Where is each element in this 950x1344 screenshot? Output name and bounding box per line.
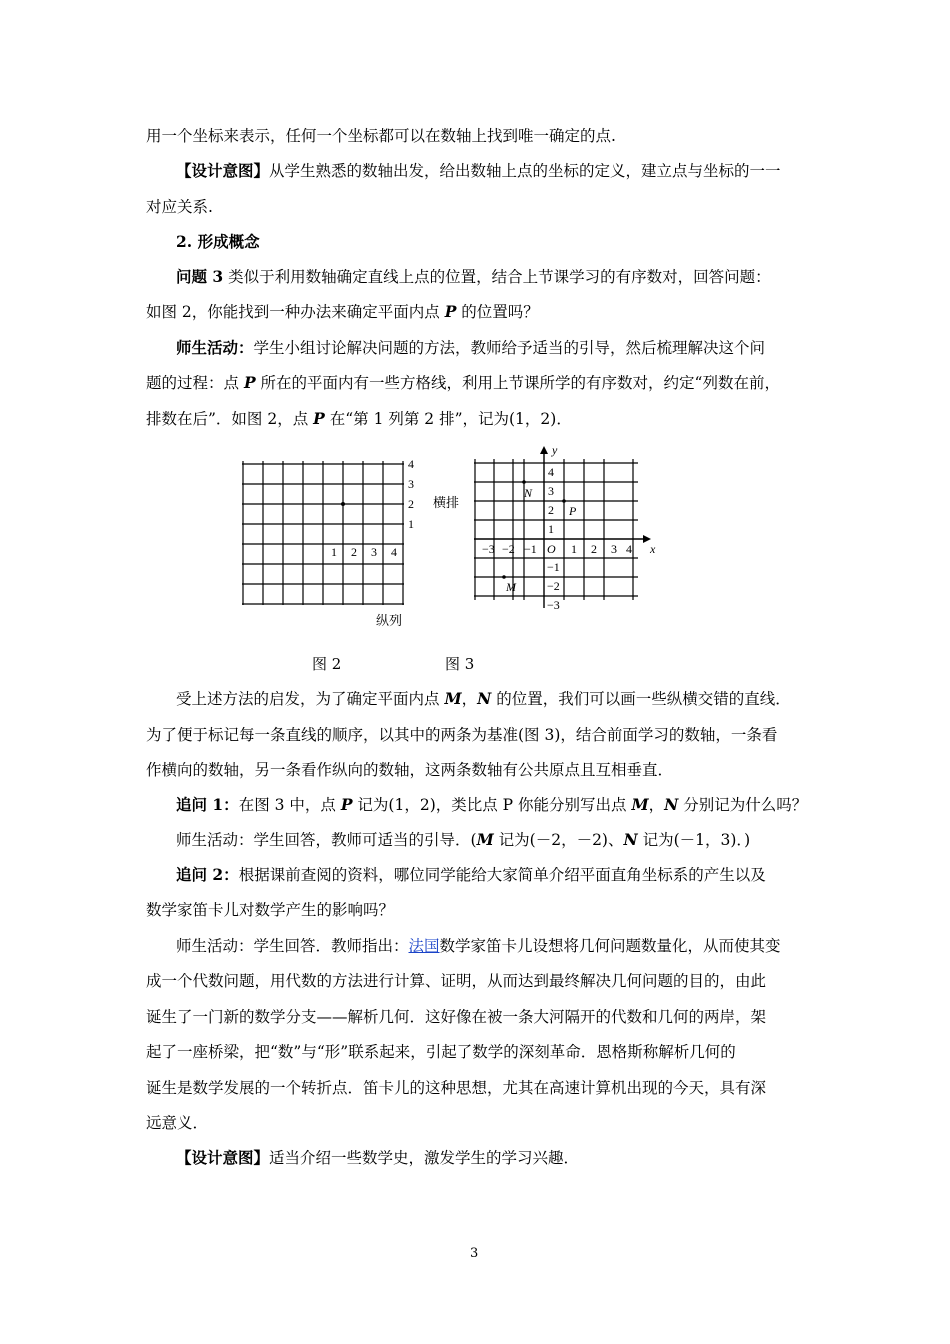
design-intent-label-2: 【设计意图】 xyxy=(176,1148,270,1167)
design-intent-1: 【设计意图】从学生熟悉的数轴出发，给出数轴上点的坐标的定义，建立点与坐标的一一 xyxy=(176,161,781,180)
fig3-point-m xyxy=(502,575,506,579)
question-3: 问题 3 类似于利用数轴确定直线上点的位置，结合上节课学习的有序数对，回答问题： xyxy=(176,267,771,286)
fig3-y-tick-neg3: −3 xyxy=(547,598,560,612)
fig3-x-tick-neg3: −3 xyxy=(482,542,495,556)
fig3-x-axis-label: x xyxy=(650,542,656,556)
figure-3-coordinate-plane xyxy=(468,445,668,615)
design-intent-label: 【设计意图】 xyxy=(176,161,270,180)
fig2-x-tick-1: 1 xyxy=(331,545,337,559)
text-line-17: 师生活动：学生回答．教师指出：法国数学家笛卡儿设想将几何问题数量化，从而使其变 xyxy=(176,937,781,955)
text-line-20: 起了一座桥梁，把“数”与“形”联系起来，引起了数学的深刻革命．恩格斯称解析几何的 xyxy=(146,1043,736,1061)
text-line-12: 作横向的数轴，另一条看作纵向的数轴，这两条数轴有公共原点且互相垂直． xyxy=(146,761,674,779)
fig3-x-tick-1: 1 xyxy=(571,542,577,556)
follow-up-1: 追问 1：在图 3 中，点 P 记为(1，2)，类比点 P 你能分别写出点 M，N 分别记为什么吗？ xyxy=(176,795,808,814)
text-line-21: 诞生是数学发展的一个转折点．笛卡儿的这种思想，尤其在高速计算机出现的今天，具有深 xyxy=(146,1079,767,1097)
text-line-1: 用一个坐标来表示，任何一个坐标都可以在数轴上找到唯一确定的点. xyxy=(146,127,616,145)
fig3-point-p-label: P xyxy=(569,504,577,518)
figure-3-caption: 图 3 xyxy=(445,655,475,673)
fig3-y-tick-4: 4 xyxy=(548,465,554,479)
fig3-y-tick-1: 1 xyxy=(548,522,554,536)
figure-2-caption: 图 2 xyxy=(312,655,342,673)
design-intent-2: 【设计意图】适当介绍一些数学史，激发学生的学习兴趣． xyxy=(176,1148,580,1167)
fig3-x-tick-4: 4 xyxy=(626,542,632,556)
question-label: 问题 3 xyxy=(176,267,224,286)
fig3-point-n-label: N xyxy=(524,486,533,500)
page-number: 3 xyxy=(470,1246,479,1261)
fig3-y-tick-2: 2 xyxy=(548,503,554,517)
fig3-x-tick-neg1: −1 xyxy=(524,542,537,556)
teacher-student-activity-1: 师生活动：学生小组讨论解决问题的方法，教师给予适当的引导，然后梳理解决这个问 xyxy=(176,338,766,357)
text-line-19: 诞生了一门新的数学分支——解析几何．这好像在被一条大河隔开的代数和几何的两岸，架 xyxy=(146,1008,767,1026)
fig3-point-m-label: M xyxy=(506,580,516,594)
text-line-9: 排数在后”．如图 2，点 P 在“第 1 列第 2 排”，记为(1，2)． xyxy=(146,409,572,428)
fig3-y-tick-3: 3 xyxy=(548,484,554,498)
fig3-y-tick-neg2: −2 xyxy=(547,579,560,593)
follow-up-2: 追问 2：根据课前查阅的资料，哪位同学能给大家简单介绍平面直角坐标系的产生以及 xyxy=(176,865,766,884)
fig3-point-p xyxy=(562,499,566,503)
fig2-y-tick-2: 2 xyxy=(408,497,414,511)
fig2-row-label: 横排 xyxy=(433,496,460,511)
fig2-x-tick-2: 2 xyxy=(351,545,357,559)
fig2-y-tick-1: 1 xyxy=(408,517,414,531)
fig3-x-tick-neg2: −2 xyxy=(502,542,515,556)
fig2-col-label: 纵列 xyxy=(376,614,403,629)
fig3-y-axis-label: y xyxy=(552,443,558,457)
france-link[interactable]: 法国 xyxy=(408,937,440,955)
fig3-origin-label: O xyxy=(547,542,556,556)
text-line-3: 对应关系. xyxy=(146,198,213,216)
text-line-16: 数学家笛卡儿对数学产生的影响吗？ xyxy=(146,901,395,919)
fig2-point-p xyxy=(341,502,345,506)
fig2-y-tick-3: 3 xyxy=(408,477,414,491)
text-line-14: 师生活动：学生回答，教师可适当的引导．(M 记为(－2，－2)、N 记为(－1，3)．) xyxy=(176,830,751,849)
text-line-6: 如图 2，你能找到一种办法来确定平面内点 P 的位置吗？ xyxy=(146,302,539,321)
activity-label: 师生活动： xyxy=(176,338,254,357)
fig3-y-tick-neg1: −1 xyxy=(547,560,560,574)
fig3-point-n xyxy=(522,480,526,484)
text-line-11: 为了便于标记每一条直线的顺序，以其中的两条为基准(图 3)，结合前面学习的数轴，一条看 xyxy=(146,726,778,744)
follow-up-2-label: 追问 2： xyxy=(176,865,239,884)
fig2-x-tick-4: 4 xyxy=(391,545,397,559)
text-line-18: 成一个代数问题，用代数的方法进行计算、证明，从而达到最终解决几何问题的目的，由此 xyxy=(146,972,767,990)
fig2-x-tick-3: 3 xyxy=(371,545,377,559)
section-heading: 2. 形成概念 xyxy=(176,232,260,251)
figure-2-grid xyxy=(238,455,460,635)
fig2-y-tick-4: 4 xyxy=(408,457,414,471)
fig3-x-tick-3: 3 xyxy=(611,542,617,556)
text-line-8: 题的过程：点 P 所在的平面内有一些方格线，利用上节课所学的有序数对，约定“列数在前， xyxy=(146,373,780,392)
text-line-10: 受上述方法的启发，为了确定平面内点 M，N 的位置，我们可以画一些纵横交错的直线． xyxy=(176,689,791,708)
fig3-x-tick-2: 2 xyxy=(591,542,597,556)
text-line-22: 远意义． xyxy=(146,1114,209,1132)
follow-up-1-label: 追问 1： xyxy=(176,795,239,814)
